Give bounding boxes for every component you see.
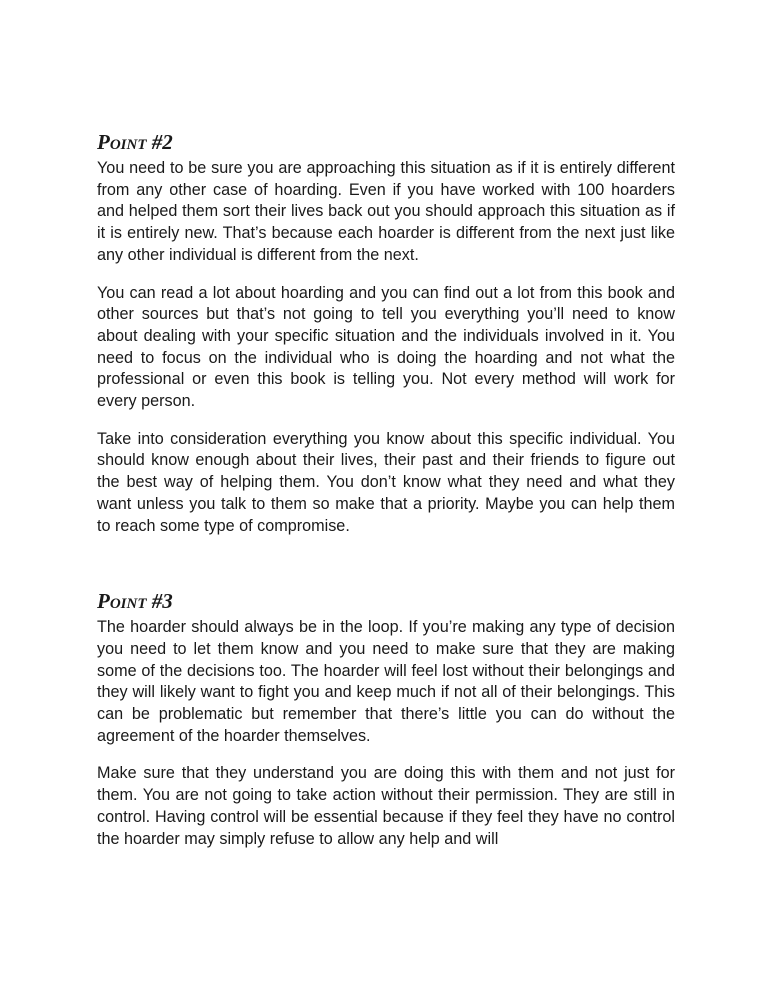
- section-heading: Point #2: [97, 130, 173, 154]
- paragraph: Make sure that they understand you are doing this with them and not just for them. You are not going to take action without their permission. They are still in control. Having control will be essential because if they feel they have no control the hoarder may simply refuse to allow any help and will: [97, 764, 675, 848]
- paragraph: Take into consideration everything you know about this specific individual. You should know enough about their lives, their past and their friends to figure out the best way of helping them. You don’t know what they need and what they want unless you talk to them so make that a priority. Maybe you can help them to reach some type of compromise.: [97, 429, 675, 535]
- paragraph: You need to be sure you are approaching this situation as if it is entirely different from any other case of hoarding. Even if you have worked with 100 hoarders and helped them sort their lives back out you should approach this situation as if it is entirely new. That’s because each hoarder is different from the next just like any other individual is different from the next.: [97, 159, 675, 264]
- section-point-3: [97, 587, 675, 850]
- paragraph: You can read a lot about hoarding and you can find out a lot from this book and other sources but that’s not going to tell you everything you’ll need to know about dealing with your specific situation and the individuals involved in it. You need to focus on the individual who is doing the hoarding and not what the professional or even this book is telling you. Not every method will work for every person.: [97, 283, 675, 411]
- section-point-2: [97, 128, 675, 537]
- section-heading: Point #3: [97, 589, 173, 614]
- document-page: [97, 128, 675, 866]
- section-spacer: [97, 553, 675, 587]
- paragraph: The hoarder should always be in the loop. If you’re making any type of decision you need to let them know and you need to make sure that they are making some of the decisions too. The hoarder will feel lost without their belongings and they will likely want to fight you and keep much if not all of their belongings. This can be problematic but remember that there’s little you can do without the agreement of the hoarder themselves.: [97, 618, 675, 745]
